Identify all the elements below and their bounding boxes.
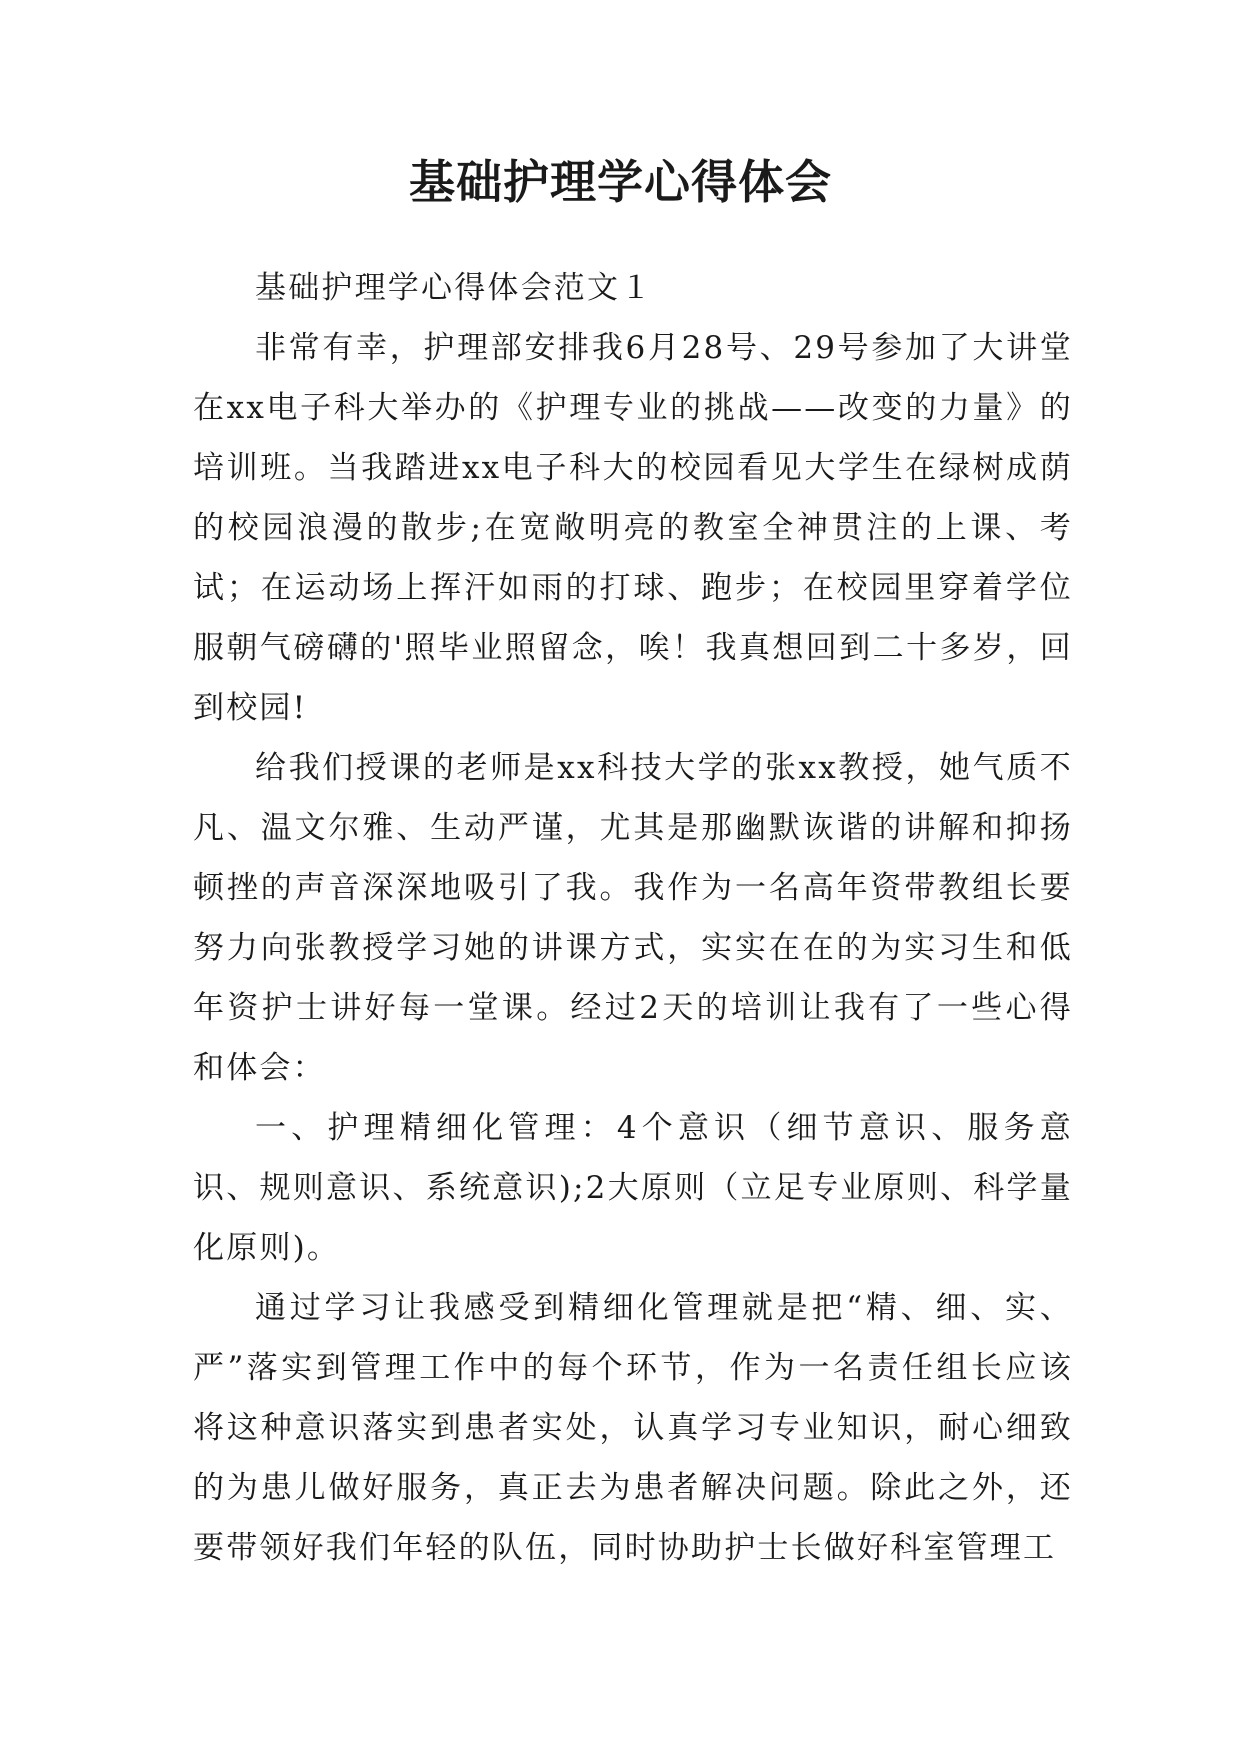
- paragraph-3: 一、护理精细化管理：4个意识（细节意识、服务意识、规则意识、系统意识);2大原则（立足专业原则、科学量化原则)。: [193, 1110, 1073, 1266]
- paragraph-2: 给我们授课的老师是xx科技大学的张xx教授，她气质不凡、温文尔雅、生动严谨，尤其是那幽默诙谐的讲解和抑扬顿挫的声音深深地吸引了我。我作为一名高年资带教组长要努力向张教授学习她的讲课方式，实实在在的为实习生和低年资护士讲好每一堂课。经过2天的培训让我有了一些心得和体会：: [193, 750, 1073, 1086]
- paragraph-1: 非常有幸，护理部安排我6月28号、29号参加了大讲堂在xx电子科大举办的《护理专业的挑战——改变的力量》的培训班。当我踏进xx电子科大的校园看见大学生在绿树成荫的校园浪漫的散步;在宽敞明亮的教室全神贯注的上课、考试；在运动场上挥汗如雨的打球、跑步；在校园里穿着学位服朝气磅礴的'照毕业照留念，唉！我真想回到二十多岁，回到校园!: [193, 330, 1073, 726]
- paragraph-4: 通过学习让我感受到精细化管理就是把“精、细、实、严”落实到管理工作中的每个环节，作为一名责任组长应该将这种意识落实到患者实处，认真学习专业知识，耐心细致的为患儿做好服务，真正去为患者解决问题。除此之外，还要带领好我们年轻的队伍，同时协助护士长做好科室管理工: [193, 1290, 1073, 1566]
- document-title: 基础护理学心得体会: [409, 155, 832, 209]
- section-subtitle: 基础护理学心得体会范文１: [255, 270, 654, 306]
- document-body: [193, 258, 1073, 1578]
